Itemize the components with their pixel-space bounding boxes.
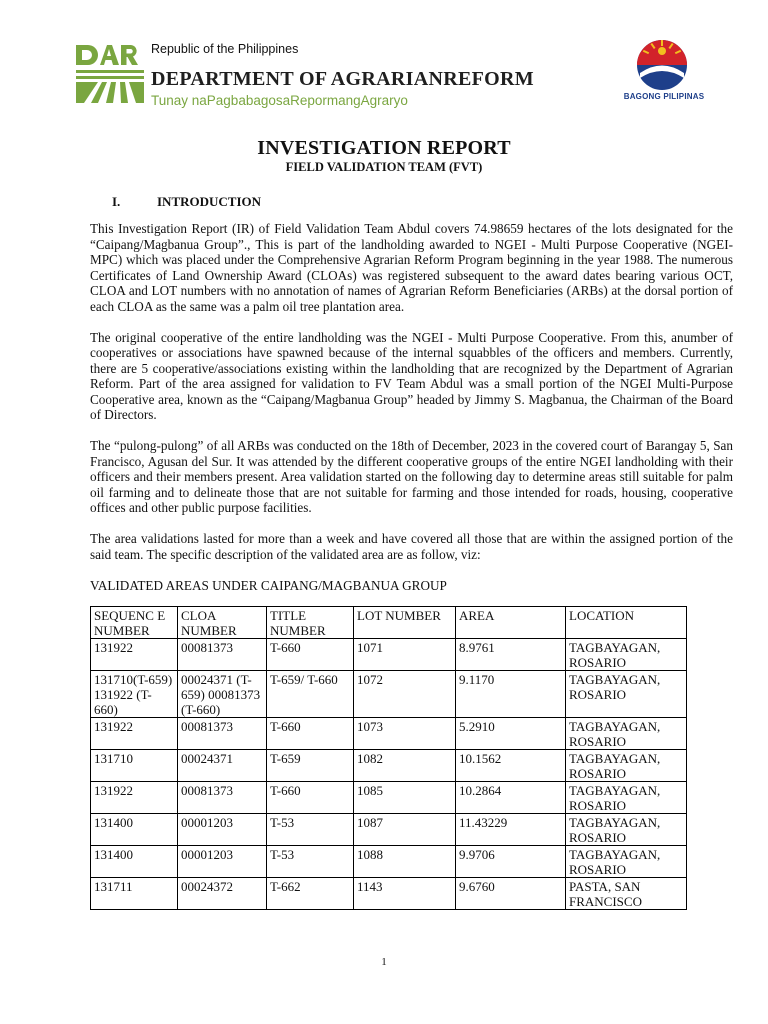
title-number-cell: T-659/ T-660 [267, 671, 354, 718]
lot-number-cell: 1143 [354, 878, 456, 910]
sequence-number-cell: 131400 [91, 846, 178, 878]
lot-number-cell: 1085 [354, 782, 456, 814]
location-cell: TAGBAYAGAN, ROSARIO [566, 718, 687, 750]
bagong-pilipinas-label: BAGONG PILIPINAS [623, 92, 705, 101]
cloa-number-cell: 00024372 [178, 878, 267, 910]
lot-number-cell: 1072 [354, 671, 456, 718]
location-cell: TAGBAYAGAN, ROSARIO [566, 782, 687, 814]
table-row [91, 846, 687, 878]
sequence-number-cell: 131710(T-659) 131922 (T-660) [91, 671, 178, 718]
cloa-number-cell: 00024371 (T-659) 00081373 (T-660) [178, 671, 267, 718]
sequence-number-cell: 131710 [91, 750, 178, 782]
column-header: SEQUENC E NUMBER [91, 607, 178, 639]
table-row [91, 878, 687, 910]
area-cell: 11.43229 [456, 814, 566, 846]
title-number-cell: T-662 [267, 878, 354, 910]
title-number-cell: T-660 [267, 782, 354, 814]
location-cell: TAGBAYAGAN, ROSARIO [566, 846, 687, 878]
table-row [91, 718, 687, 750]
area-cell: 10.1562 [456, 750, 566, 782]
area-cell: 9.1170 [456, 671, 566, 718]
paragraph-scope: This Investigation Report (IR) of Field Validation Team Abdul covers 74.98659 hectares of the lots designated for the “Caipang/Magbanua Group”., This is part of the landholding awarded to NGEI - Multi Purpose Cooperative (NGEI-MPC) which was placed under the Comprehensive Agrarian Reform Program beginning in the year 1988. The numerous Certificates of Land Ownership Award (CLOAs) was registered subsequent to the award dates bearing various OCT, CLOA and LOT numbers with no annotation of names of Agrarian Reform Beneficiaries (ARBs) at the dorsal portion of each CLOA as the same was a palm oil tree plantation area. [90, 221, 733, 314]
report-subtitle: FIELD VALIDATION TEAM (FVT) [285, 160, 483, 174]
title-number-cell: T-660 [267, 718, 354, 750]
title-number-cell: T-660 [267, 639, 354, 671]
sequence-number-cell: 131400 [91, 814, 178, 846]
table-row [91, 750, 687, 782]
cloa-number-cell: 00001203 [178, 814, 267, 846]
section-number: I. [112, 194, 121, 209]
location-cell: TAGBAYAGAN, ROSARIO [566, 814, 687, 846]
table-row [91, 814, 687, 846]
title-number-cell: T-659 [267, 750, 354, 782]
cloa-number-cell: 00001203 [178, 846, 267, 878]
paragraph-cooperatives: The original cooperative of the entire landholding was the NGEI - Multi Purpose Cooperative. From this, anumber of cooperatives or associations have spawned because of the internal squabbles of the officers and members. Currently, there are 5 cooperative/associations existing within the landholding that are recognized by the Department of Agrarian Reform. Part of the area assigned for validation to FV Team Abdul was a small portion of the NGEI Multi-Purpose Cooperative area, known as the “Caipang/Magbanua Group” headed by Jimmy S. Magbanua, the Chairman of the Board of Directors. [90, 329, 733, 422]
area-cell: 8.9761 [456, 639, 566, 671]
sequence-number-cell: 131711 [91, 878, 178, 910]
sequence-number-cell: 131922 [91, 639, 178, 671]
location-cell: TAGBAYAGAN, ROSARIO [566, 671, 687, 718]
cloa-number-cell: 00081373 [178, 718, 267, 750]
lot-number-cell: 1082 [354, 750, 456, 782]
lot-number-cell: 1088 [354, 846, 456, 878]
column-header: AREA [456, 607, 566, 639]
validated-areas-table [90, 606, 687, 910]
column-header: TITLE NUMBER [267, 607, 354, 639]
paragraph-validation: The area validations lasted for more than a week and have covered all those that are within the assigned portion of the said team. The specific description of the validated area are as follow, viz: [90, 531, 733, 562]
lot-number-cell: 1071 [354, 639, 456, 671]
area-cell: 10.2864 [456, 782, 566, 814]
cloa-number-cell: 00081373 [178, 639, 267, 671]
column-header: LOCATION [566, 607, 687, 639]
department-name: DEPARTMENT OF AGRARIANREFORM [151, 68, 534, 90]
paragraph-pulong-pulong: The “pulong-pulong” of all ARBs was conducted on the 18th of December, 2023 in the covered court of Barangay 5, San Francisco, Agusan del Sur. It was attended by the different cooperative groups of the entire NGEI landholding with their officers and their members present. Area validation started on the following day to determine areas still suitable for palm oil farming and to delineate those that are not suitable for farming and those intended for roads, housing, cooperative offices and other public purpose facilities. [90, 438, 733, 515]
department-tagline: Tunay naPagbabagosaRepormangAgraryo [151, 93, 408, 108]
cloa-number-cell: 00024371 [178, 750, 267, 782]
report-body [90, 221, 733, 910]
table-heading: VALIDATED AREAS UNDER CAIPANG/MAGBANUA GROUP [90, 577, 447, 593]
location-cell: TAGBAYAGAN, ROSARIO [566, 750, 687, 782]
table-row [91, 639, 687, 671]
page-number: 1 [381, 956, 387, 968]
lot-number-cell: 1087 [354, 814, 456, 846]
lot-number-cell: 1073 [354, 718, 456, 750]
location-cell: PASTA, SAN FRANCISCO [566, 878, 687, 910]
cloa-number-cell: 00081373 [178, 782, 267, 814]
area-cell: 9.6760 [456, 878, 566, 910]
dar-logo [76, 43, 144, 103]
report-title: INVESTIGATION REPORT [257, 137, 511, 159]
sequence-number-cell: 131922 [91, 782, 178, 814]
table-row [91, 671, 687, 718]
sequence-number-cell: 131922 [91, 718, 178, 750]
column-header: CLOA NUMBER [178, 607, 267, 639]
republic-line: Republic of the Philippines [151, 42, 299, 56]
location-cell: TAGBAYAGAN, ROSARIO [566, 639, 687, 671]
title-number-cell: T-53 [267, 814, 354, 846]
area-cell: 5.2910 [456, 718, 566, 750]
table-header-row [91, 607, 687, 639]
title-number-cell: T-53 [267, 846, 354, 878]
table-row [91, 782, 687, 814]
section-title: INTRODUCTION [157, 194, 262, 209]
area-cell: 9.9706 [456, 846, 566, 878]
column-header: LOT NUMBER [354, 607, 456, 639]
